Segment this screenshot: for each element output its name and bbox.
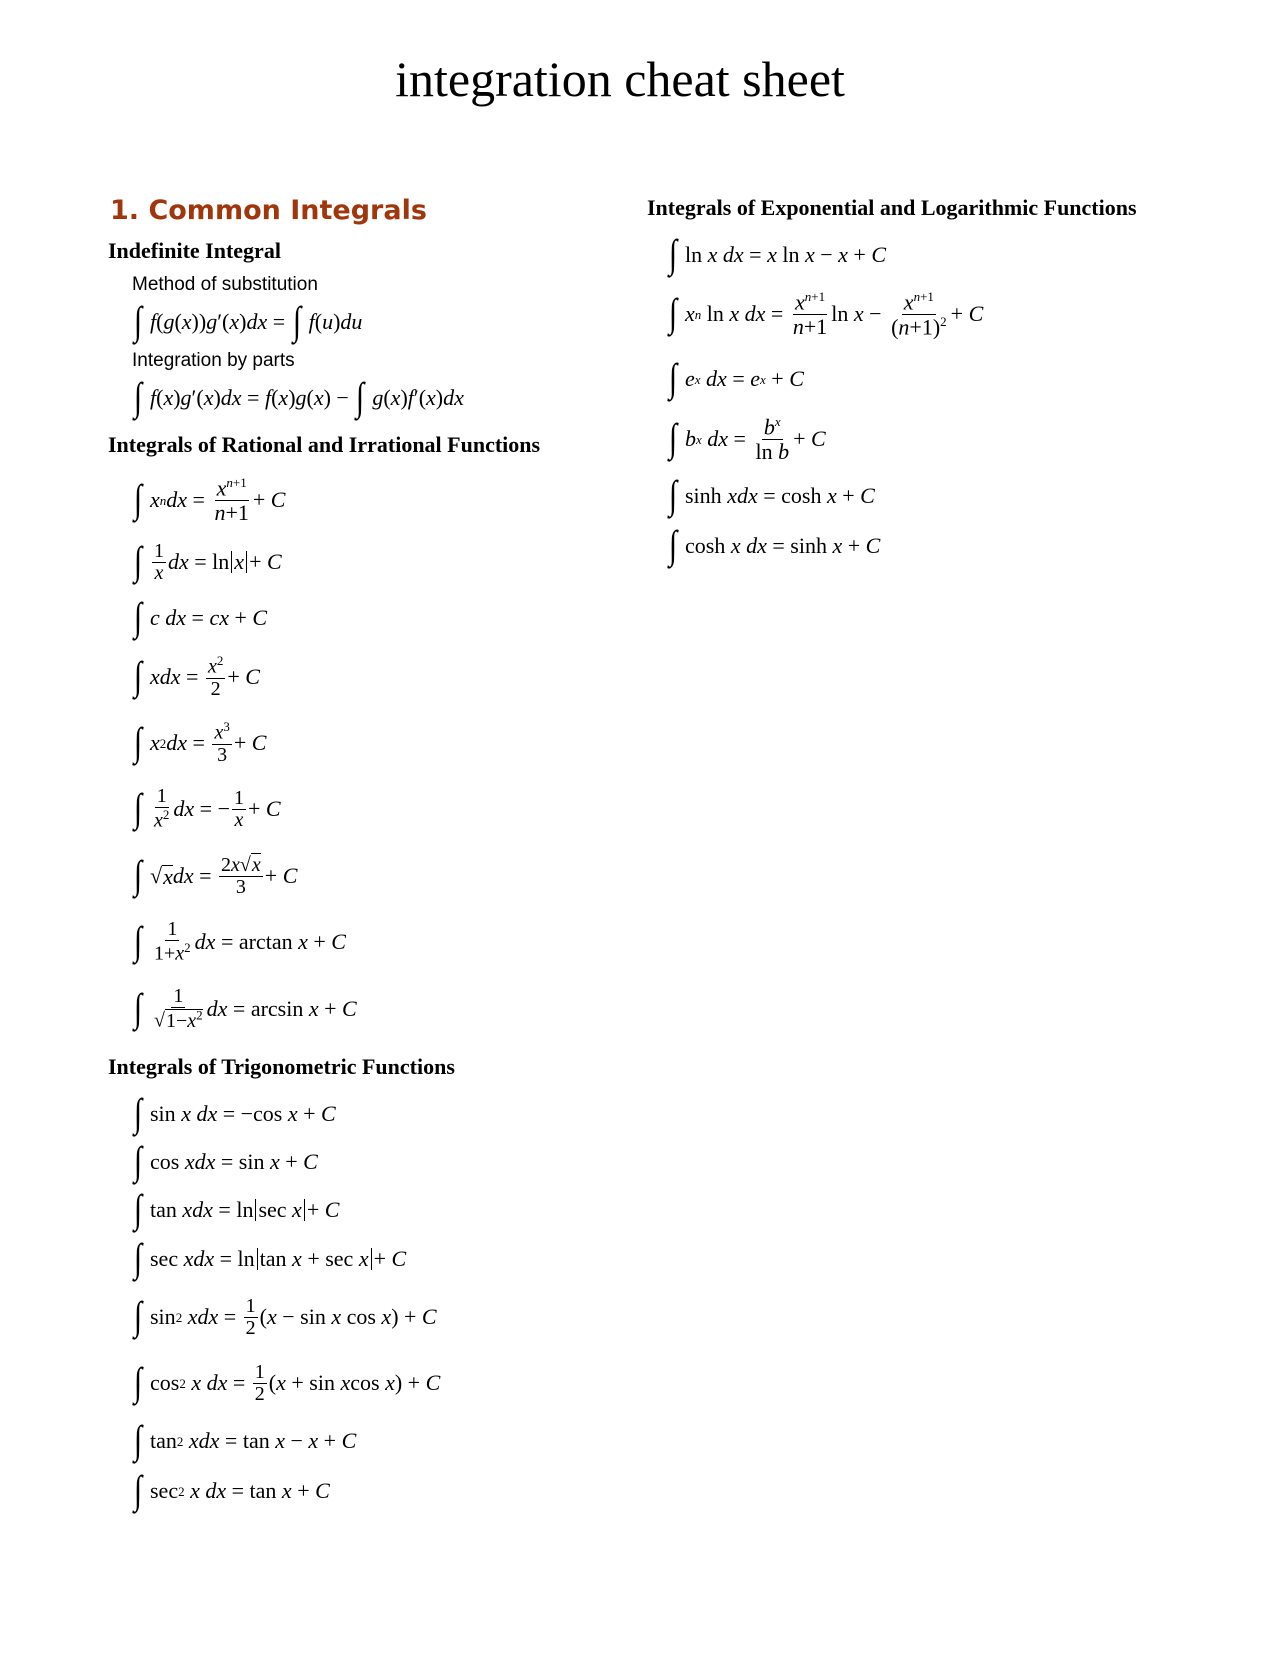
- formula-constant: ∫ c dx = cx + C: [133, 594, 268, 639]
- formula-cos-squared: ∫ cos 2 x dx = $\frac{1}{2}$ ( x + sin x cos x ) + C: [133, 1359, 441, 1405]
- formula-sinh: ∫ sinh x dx = cosh x + C: [668, 472, 875, 517]
- formula-arcsin: ∫ $\frac{1}{√1-x^2}$ dx = arcsin x + C: [133, 985, 357, 1032]
- page-title: integration cheat sheet: [395, 51, 845, 107]
- formula-power: ∫ x n dx = $\frac{x^{n+1}}{n+1}$ + C: [133, 475, 286, 525]
- note-parts: Integration by parts: [132, 350, 295, 371]
- formula-tan-squared: ∫ tan 2 xdx = tan x − x + C: [133, 1417, 357, 1462]
- heading-indefinite-integral: Indefinite Integral: [108, 238, 281, 263]
- formula-exp: ∫ e x dx = e x + C: [668, 355, 804, 400]
- left-column: [108, 195, 668, 1516]
- heading-trig: Integrals of Trigonometric Functions: [108, 1054, 455, 1079]
- formula-bx: ∫ b x dx = $\frac{b^x}{\text{ln b}}$ + C: [668, 414, 826, 464]
- formula-x: ∫ xdx = $\frac{x^2}{2}$ + C: [133, 653, 260, 700]
- heading-rational: Integrals of Rational and Irrational Functions: [108, 432, 541, 457]
- formula-sin: ∫ sin x dx = −cos x + C: [133, 1090, 336, 1135]
- formula-x-squared: ∫ x 2 dx = $\frac{x^3}{3}$ + C: [133, 719, 267, 766]
- note-substitution: Method of substitution: [132, 274, 318, 295]
- right-column: [647, 195, 1267, 571]
- formula-reciprocal: ∫ $\frac{1}{x}$ dx = ln x + C: [133, 538, 282, 584]
- formula-arctan: ∫ $\frac{1}{1+x^2}$ dx = arctan x + C: [133, 918, 346, 965]
- formula-cosh: ∫ cosh x dx = sinh x + C: [668, 522, 881, 567]
- formula-xn-ln: ∫ x n ln x dx = $\frac{x^{n+1}}{n+1}$ ln x − $\frac{x^{n+1}}{(n+1)^2}$ + C: [668, 289, 984, 339]
- formula-tan: ∫ tan x dx = ln sec x + C: [133, 1186, 340, 1231]
- formula-inverse-square: ∫ $\frac{1}{x^2}$ dx = − $\frac{1}{x}$ + C: [133, 785, 281, 832]
- formula-sec: ∫ sec x dx = ln tan x + sec x + C: [133, 1235, 407, 1280]
- heading-exp-log: Integrals of Exponential and Logarithmic Functions: [647, 195, 1137, 220]
- formula-sec-squared: ∫ sec 2 x dx = tan x + C: [133, 1467, 330, 1512]
- formula-cos: ∫ cos x dx = sin x + C: [133, 1138, 318, 1183]
- formula-sqrt: ∫ √ x dx = $\frac{2x√x}{3}$ + C: [133, 852, 298, 898]
- formula-sin-squared: ∫ sin 2 xdx = $\frac{1}{2}$ ( x − sin x cos x ) + C: [133, 1293, 437, 1339]
- section-heading: 1. Common Integrals: [110, 195, 427, 226]
- formula-ln: ∫ ln x dx = x ln x − x + C: [668, 231, 887, 276]
- formula-substitution: ∫ f ( g ( x )) g ′( x ) dx = ∫ f ( u ) du: [133, 298, 363, 343]
- formula-parts: ∫ f ( x ) g ′( x ) dx = f ( x ) g ( x ) − ∫ g ( x ) f ′( x ) dx: [133, 374, 464, 419]
